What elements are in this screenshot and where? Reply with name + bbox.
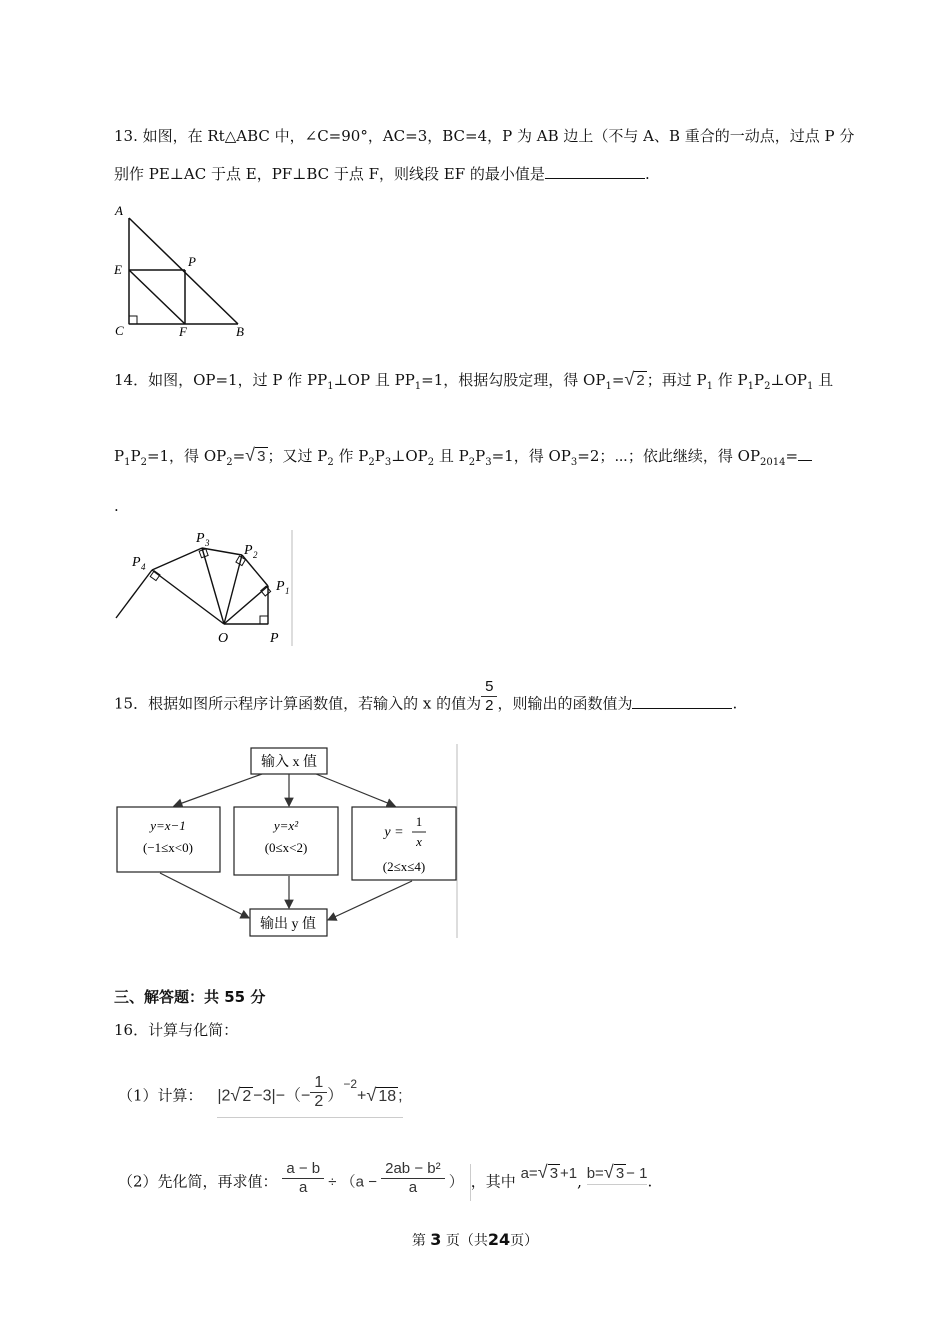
q15-text: ，则输出的函数值为 (497, 694, 633, 713)
q14-text: P (374, 447, 385, 465)
q14-text: P (114, 447, 125, 465)
q15-line (114, 678, 738, 723)
q14-answer-blank (798, 446, 812, 461)
q16-part2 (118, 1160, 653, 1201)
flow-input-text: 输入 x 值 (261, 755, 317, 770)
flow-box3-den: x (416, 834, 422, 849)
sub: 2 (327, 457, 334, 468)
q15-end: . (732, 694, 738, 713)
q14-end: . (114, 497, 119, 515)
q14-text: = (232, 447, 246, 465)
page-footer: 第 3 页（共24页） (411, 1230, 539, 1249)
q16-p2-label: （2）先化简，再求值： (118, 1172, 278, 1191)
q15-fraction: $\frac{5}{2}$ (481, 678, 497, 715)
sub: 2 (140, 457, 147, 468)
flow-box2-l2: (0≤x<2) (264, 840, 308, 855)
sub: 2 (368, 457, 375, 468)
label-E: E (114, 262, 122, 277)
q14-spiral-figure (112, 528, 296, 650)
q14-text: ⊥OP (770, 371, 807, 389)
flow-box1-l1: y=x−1 (150, 818, 186, 833)
q16-p2-b-value: b=√ 3 − 1 (587, 1164, 648, 1185)
sub: 1 (327, 381, 334, 392)
sqrt-2: √ 2 (624, 371, 646, 391)
q13-line2 (114, 164, 650, 184)
q16-p1-label: （1）计算： (118, 1086, 203, 1105)
q16-title: 16．计算与化简： (114, 1021, 239, 1039)
sub: 1 (806, 381, 814, 392)
label-C: C (115, 323, 124, 338)
flow-box2-l1: y=x² (273, 818, 299, 833)
flow-box3-l2: (2≤x≤4) (382, 859, 426, 874)
label-B: B (236, 324, 244, 339)
q16-part1 (118, 1074, 403, 1118)
q14-text: = (611, 371, 625, 389)
sub: 1 (124, 457, 131, 468)
q14-text: P (130, 447, 141, 465)
q14-text: 14．如图，OP=1，过 P 作 PP (114, 371, 328, 389)
q14-text: ；再过 P (646, 371, 707, 389)
q14-text: P (754, 371, 765, 389)
label-P2-sub: 2 (253, 550, 258, 560)
label-P3: P (196, 531, 205, 546)
q14-text: 作 P (712, 371, 748, 389)
sqrt-3: √ 3 (245, 447, 267, 467)
sub: 1 (706, 381, 713, 392)
q14-text: =1，得 OP (146, 447, 227, 465)
sub: 2 (764, 381, 771, 392)
label-P: P (188, 254, 196, 269)
flow-box1-l2: (−1≤x<0) (143, 840, 193, 855)
q14-text: 且 (813, 371, 834, 389)
current-page: 3 (430, 1230, 442, 1249)
q16-p2-where: ，其中 (470, 1172, 516, 1191)
q16-p2-expression: $\frac{a - b}{a}$ ÷ （a − $\frac{\text{2ab − b²}}{a}$ ） (282, 1164, 470, 1201)
flow-box3-num: 1 (415, 814, 423, 829)
sub: 2 (226, 457, 233, 468)
q14-text: = (785, 447, 799, 465)
sub: 2014 (760, 457, 786, 468)
q14-text: ⊥OP 且 PP (333, 371, 415, 389)
q14-text: ；又过 P (267, 447, 328, 465)
q13-end: . (644, 165, 650, 183)
q14-text: ⊥OP (391, 447, 428, 465)
q14-line2 (114, 446, 812, 473)
q14-text: =1，得 OP (491, 447, 571, 465)
q16-p2-end: . (647, 1172, 653, 1191)
q16-p2-comma: , (577, 1172, 582, 1191)
q13-triangle-figure (112, 200, 252, 340)
section-3-title: 三、解答题：共 55 分 (114, 988, 266, 1006)
q14-text: =2；⋯；依此继续，得 OP (577, 447, 761, 465)
q13-line2-text: 别作 PE⊥AC 于点 E，PF⊥BC 于点 F，则线段 EF 的最小值是 (114, 165, 545, 183)
sub: 1 (605, 381, 612, 392)
sub: 2 (468, 457, 476, 468)
q14-text: 且 P (434, 447, 469, 465)
sub: 3 (570, 457, 578, 468)
q13-answer-blank (545, 164, 645, 179)
label-P2: P (244, 543, 253, 558)
q14-text: 作 P (333, 447, 369, 465)
sub: 1 (747, 381, 754, 392)
q13-line1: 13. 如图，在 Rt△ABC 中，∠C=90°，AC=3，BC=4，P 为 AB 边上（不与 A、B 重合的一动点，过点 P 分 (114, 127, 855, 145)
label-P: P (270, 631, 279, 646)
sub: 2 (427, 457, 435, 468)
label-P3-sub: 3 (205, 538, 210, 548)
flow-output-text: 输出 y 值 (260, 917, 316, 932)
flow-box3-l1: y = (384, 825, 404, 840)
label-P1: P (276, 579, 285, 594)
total-pages: 24 (487, 1230, 511, 1249)
q14-text: P (475, 447, 486, 465)
label-P1-sub: 1 (285, 586, 290, 596)
sub: 1 (414, 381, 422, 392)
q14-line1 (114, 370, 833, 397)
label-P4-sub: 4 (141, 562, 146, 572)
label-P4: P (132, 555, 141, 570)
sub: 3 (485, 457, 492, 468)
q15-flowchart (112, 742, 462, 942)
q16-p2-a-value: a=√ 3 +1 (521, 1165, 578, 1182)
q15-text: 15．根据如图所示程序计算函数值，若输入的 x 的值为 (114, 694, 482, 713)
label-F: F (179, 324, 187, 339)
q15-answer-blank (632, 694, 732, 709)
sub: 3 (384, 457, 392, 468)
label-A: A (115, 203, 123, 218)
q16-p1-expression: |2√ 2 −3|−（− $\frac{1}{2}$ ）$^{-2}$+√ 18 ; (217, 1078, 402, 1118)
label-O: O (218, 631, 229, 646)
q14-text: =1，根据勾股定理，得 OP (421, 371, 606, 389)
